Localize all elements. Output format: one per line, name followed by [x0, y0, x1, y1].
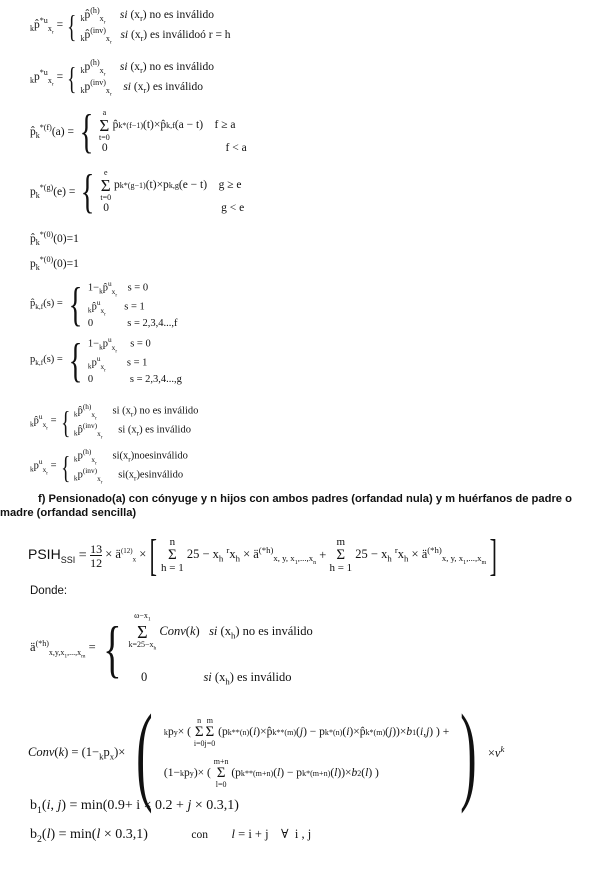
formula-b2: $b_2(l) = \min(l \times 0.3,1)$ con l = i + j ∀ i , j: [30, 827, 312, 845]
brace-icon: {: [79, 105, 94, 158]
con-label: con: [191, 829, 209, 841]
brace-icon: {: [102, 613, 122, 685]
donde-label: Donde:: [30, 585, 68, 597]
formula-p-hat-initial: $p̂_k^{*(0)}(0)=1$: [30, 230, 79, 248]
formula-p-convolution: $p_k^{*(g)}(e)$ = { e Σ t=0 p k *(g−1) (t)×p k,g (e − t) g ≥ e 0 g < e: [30, 165, 245, 218]
case-1: $_k$p̂$^{(h)}_{x_r}$ si $(x_r)$ no es inválido: [80, 6, 214, 26]
formula-b1: $b_1(i$, j) = min(0.9+ i × 0.2 + j × 0.3,1): [30, 798, 239, 816]
right-bracket-icon: ]: [489, 531, 498, 580]
formula-p-u: $_kp^{*u}_{x_r}$ = { $_kp^{(h)}_{x_r}$ si $(x_r)$ no es inválido $_kp^{(inv)}_{x_r}$ si $(x_r)$ es inválido: [30, 58, 214, 98]
formula-p-hat-kf: $p̂_{k,f}(s)$ = { $1-_kp̂^u_{x_r}$ s = 0 $_k$p̂$^u_{x_r}$ s = 1 0 s = 2,3,4...,f: [30, 278, 178, 331]
section-heading: f) Pensionado(a) con cónyuge y n hijos con ambos padres (orfandad nula) y m huérfanos de padre o madre (orfandad sencilla): [0, 493, 572, 519]
formula-p-kf: $p_{k,f}(s)$ = { $1-_kp^u_{x_r}$ s = 0 $_kp^u_{x_r}$ s = 1 0 s = 2,3,4...,g: [30, 334, 182, 387]
case-2: $_k$p̂$^{(inv)}_{x_r}$ si $(x_r)$ es inválidoó r = h: [80, 26, 231, 46]
formula-psih: $PSIH_{SSI}$ = $\frac{13}{12}$ × $ä^{(12)}_x$ × [ n Σ h = 1 $25 - x_h$ $^rx_h$ × $ä^{(*h)}_{x, y, x_1,...,x_n}$ + m Σ h = 1 $25 - x_h$ $^rx_h$ × $ä^{(*h)}_{x, y, x_1,...,x_m}$ ]: [28, 531, 498, 580]
formula-p-initial: $p_k^{*(0)}(0)=1$: [30, 255, 79, 273]
brace-icon: {: [80, 165, 95, 218]
brace-icon: {: [68, 334, 83, 387]
formula-p-hat-convolution: $p̂_k^{*(f)}(a)$ = { a Σ t=0 p̂ k *(f−1) (t)×p̂ k,f (a − t) f ≥ a 0 f < a: [30, 105, 247, 158]
formula-conv: Conv(k) = $(1-_kp_x)\times$ ( k p y × ( n Σ i=0 m Σ j=0 (p k **(n) ( i )×p̂ k **(m) ( j ) − p k *(n) ( i )×p̂ k *(m) ( j ))× b 1 ( i , j ) ) + (1− k p y )× ( m+n Σ l=0 (p k **(m+n) ( l ) − p k *(m+n) ( l ))× b 2 ( l ) ) ) $\times v^k$: [28, 692, 505, 814]
formula-p-hat-u-simple: $_k$p̂$^u_{x_r}$ = { $_k$p̂$^{(h)}_{x_r}$ si $(x_r)$ no es inválido $_k$p̂$^{(inv)}_{x_r}$ si $(x_r)$ es inválido: [30, 402, 199, 441]
formula-annuity-definition: $ä^{(*h)}_{x,y,x_1,...,x_m}$ = { $\omega-x_1$ Σ $k=25-x_h$ Conv(k) si $(x_h)$ no es inválido 0 si $(x_h)$ es inválido: [30, 611, 313, 687]
brace-icon: {: [67, 60, 77, 97]
brace-icon: {: [60, 448, 70, 485]
brace-icon: {: [67, 8, 77, 45]
brace-icon: (: [136, 692, 153, 814]
brace-icon: ): [460, 692, 477, 814]
formula-lhs: $_k$p̂$^{*u}_{x_r}$ =: [30, 16, 64, 37]
brace-icon: {: [68, 278, 83, 331]
left-bracket-icon: [: [149, 531, 158, 580]
formula-p-hat-u: [30, 6, 231, 46]
formula-p-u-simple: $_kp^u_{x_r}$ = { $_kp^{(h)}_{x_r}$ $si(x_r)noesinválido$ $_kp^{(inv)}_{x_r}$ $si(x_r)esinválido$: [30, 447, 188, 486]
brace-icon: {: [60, 403, 70, 440]
